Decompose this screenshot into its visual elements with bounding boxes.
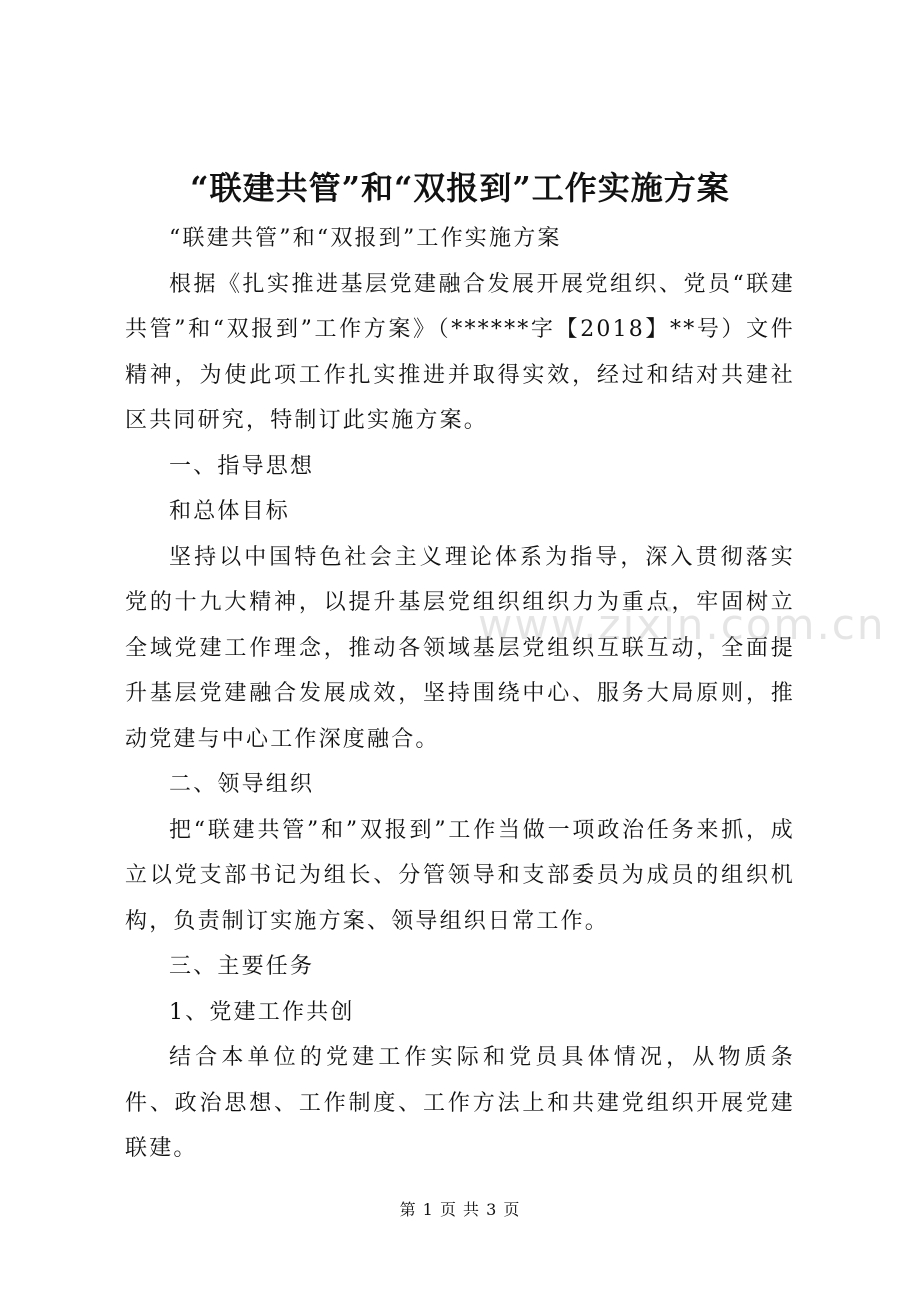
- party-building-paragraph: 结合本单位的党建工作实际和党员具体情况，从物质条件、政治思想、工作制度、工作方法上和共建党组织开展党建联建。: [125, 1045, 795, 1161]
- section-heading-guiding-ideology: 一、指导思想: [169, 453, 315, 479]
- subtitle-paragraph: “联建共管”和“双报到”工作实施方案: [169, 226, 562, 251]
- document-body: [125, 216, 795, 1172]
- document-title: “联建共管”和“双报到”工作实施方案: [190, 169, 730, 207]
- leadership-paragraph: 把“联建共管”和”双报到”工作当做一项政治任务来抓，成立以党支部书记为组长、分管领导和支部委员为成员的组织机构，负责制订实施方案、领导组织日常工作。: [125, 817, 795, 934]
- section-heading-main-tasks: 三、主要任务: [169, 954, 315, 979]
- intro-paragraph: 根据《扎实推进基层党建融合发展开展党组织、党员“联建共管”和“双报到”工作方案》（******字【2018】**号）文件精神，为使此项工作扎实推进并取得实效，经过和结对共建社区共同研究，特制订此实施方案。: [125, 271, 795, 433]
- page-footer: 第 1 页 共 3 页: [399, 1200, 521, 1219]
- section-heading-overall-goal: 和总体目标: [169, 499, 291, 524]
- subsection-heading-party-building: 1、党建工作共创: [169, 999, 355, 1025]
- watermark: www.zixin.com.cn: [478, 600, 886, 649]
- section-heading-leadership: 二、领导组织: [169, 772, 315, 797]
- guiding-ideology-paragraph: 坚持以中国特色社会主义理论体系为指导，深入贯彻落实党的十九大精神，以提升基层党组织组织力为重点，牢固树立全域党建工作理念，推动各领域基层党组织互联互动，全面提升基层党建融合发展成效，坚持围绕中心、服务大局原则，推动党建与中心工作深度融合。: [125, 544, 795, 752]
